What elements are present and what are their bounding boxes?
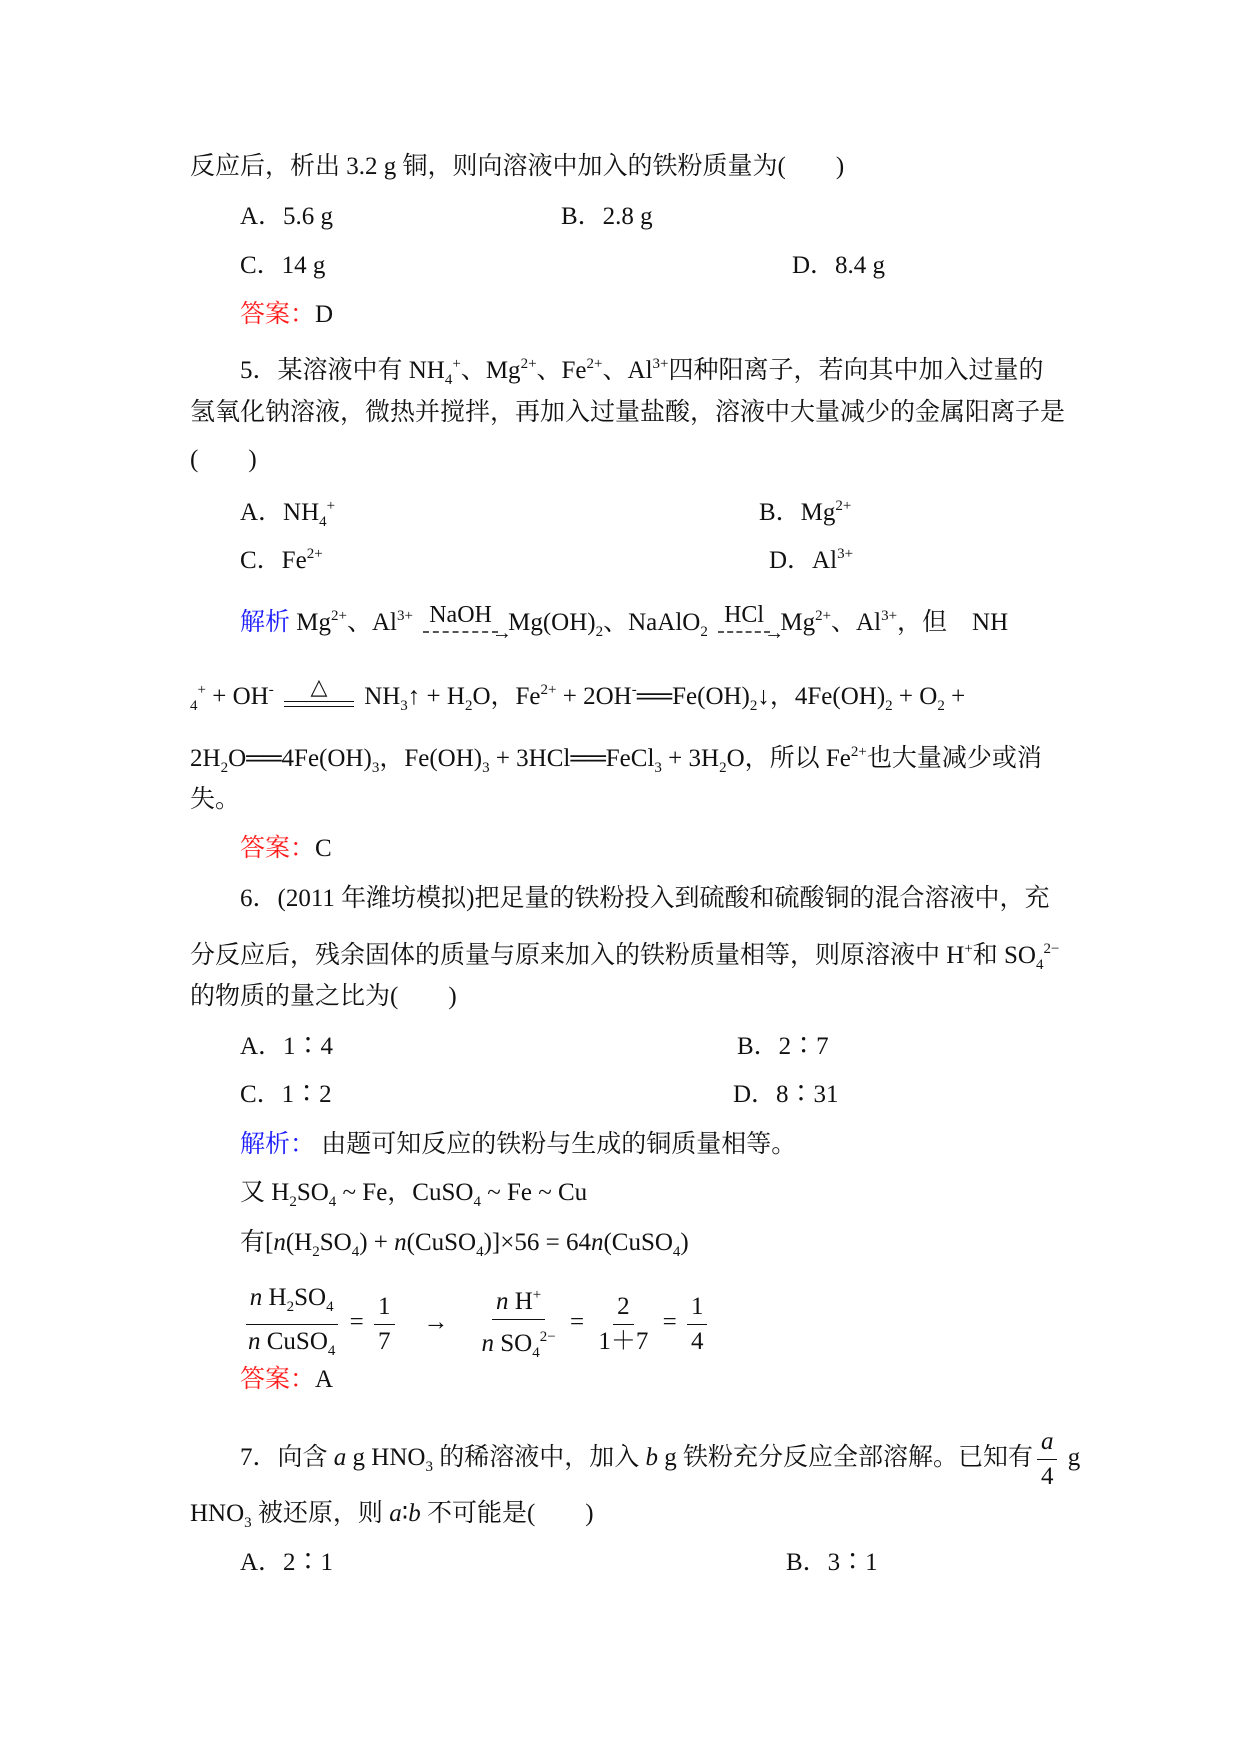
text-segment: = <box>343 1308 370 1336</box>
text-segment: ══Fe(OH) <box>636 683 750 710</box>
variable: n <box>481 1330 495 1357</box>
text-segment: B．2∶7 <box>737 1033 829 1060</box>
text-segment: A．2∶1 <box>240 1549 334 1576</box>
text-segment: 、Al <box>602 357 653 384</box>
q5-analysis-3 <box>190 737 1042 783</box>
subscript: 4 <box>444 372 453 388</box>
text-segment: A．5.6 g <box>240 203 334 230</box>
subscript: 2 <box>885 698 893 714</box>
superscript: 2+ <box>835 498 852 514</box>
q6-analysis-2 <box>240 1178 587 1217</box>
answer-label: 答案： <box>240 301 316 328</box>
text-segment: 有[ <box>240 1229 274 1256</box>
subscript: 3 <box>371 760 380 776</box>
q6-option-b <box>737 1032 829 1062</box>
subscript: 4 <box>473 1194 481 1210</box>
text-segment: = <box>656 1308 683 1336</box>
text-segment: g HNO <box>346 1444 426 1472</box>
variable: a <box>1040 1428 1054 1455</box>
text-segment: O，所以 Fe <box>726 745 851 772</box>
text-segment: Mg(OH) <box>501 609 596 636</box>
text-segment: Mg <box>774 609 816 636</box>
text-segment: C．Fe <box>240 547 307 574</box>
text-segment: ↑ + H <box>407 683 465 710</box>
text-segment: 、Mg <box>460 357 521 384</box>
q5-stem-2 <box>190 398 1065 428</box>
text-segment: 、NaAlO <box>603 609 701 636</box>
variable: n <box>495 1288 509 1315</box>
superscript: 3+ <box>837 546 854 562</box>
fraction <box>1037 1425 1058 1494</box>
subscript: 2 <box>289 1194 297 1210</box>
q7-option-a <box>240 1548 333 1578</box>
text-segment: A．1∶4 <box>240 1033 334 1060</box>
fraction <box>594 1290 652 1359</box>
subscript: 2 <box>749 698 758 714</box>
text-segment: 分反应后，残余固体的质量与原来加入的铁粉质量相等，则原溶液中 H <box>190 942 965 969</box>
text-segment: ~ Fe，CuSO <box>336 1179 474 1206</box>
text-segment: + 2OH <box>556 683 632 710</box>
q7-stem-2 <box>190 1499 594 1538</box>
text-segment: + OH <box>205 683 269 710</box>
text-segment: 失。 <box>190 786 241 813</box>
text-segment: )]×56 = 64 <box>483 1229 591 1256</box>
text-segment: (CuSO <box>406 1229 477 1256</box>
text-segment: ) + <box>359 1229 395 1256</box>
subscript: 2 <box>700 624 708 640</box>
superscript: + <box>452 356 461 372</box>
q6-stem-2 <box>190 934 1059 980</box>
text-segment: ) <box>680 1229 689 1256</box>
q5-option-a <box>240 491 335 537</box>
variable: a <box>333 1444 347 1472</box>
superscript: 3+ <box>396 608 413 624</box>
superscript: 2+ <box>815 608 832 624</box>
q4-option-c <box>240 251 325 281</box>
text-segment: H <box>262 1283 287 1311</box>
text-segment: ↓，4Fe(OH) <box>757 683 886 710</box>
text-segment: SO <box>294 1283 327 1311</box>
text-segment: B．3∶1 <box>786 1549 878 1576</box>
text-segment: C <box>315 835 332 862</box>
analysis-label: 解析： <box>240 1131 316 1158</box>
variable: n <box>394 1229 407 1256</box>
superscript: 3+ <box>652 356 669 372</box>
text-segment: CuSO <box>260 1327 328 1355</box>
q6-answer <box>240 1365 333 1395</box>
text-segment: O，Fe <box>472 683 541 710</box>
superscript: 2− <box>539 1329 556 1345</box>
text-segment: O══4Fe(OH) <box>228 745 372 772</box>
text-segment: 、Al <box>831 609 882 636</box>
text-segment: 6．(2011 年潍坊模拟)把足量的铁粉投入到硫酸和硫酸铜的混合溶液中，充 <box>240 885 1050 912</box>
subscript: 4 <box>327 1342 336 1359</box>
text-segment: D．8∶31 <box>733 1081 839 1108</box>
subscript: 4 <box>532 1345 540 1361</box>
text-segment: H <box>508 1288 533 1315</box>
subscript: 2 <box>312 1244 320 1260</box>
text-segment: ，但 NH <box>897 609 1009 636</box>
q4-answer <box>240 300 333 330</box>
text-segment: 7 <box>378 1327 391 1355</box>
denominator <box>1037 1460 1058 1494</box>
numerator <box>492 1278 545 1320</box>
text-segment: (H <box>285 1229 313 1256</box>
subscript: 2 <box>937 698 945 714</box>
text-segment <box>413 609 419 636</box>
fraction <box>374 1290 395 1359</box>
text-segment: 的物质的量之比为( ) <box>190 983 457 1010</box>
numerator <box>613 1290 634 1325</box>
text-segment: D．8.4 g <box>792 252 886 279</box>
text-segment: 4 <box>1040 1463 1054 1490</box>
superscript: 2+ <box>540 682 557 698</box>
reaction-arrow: → NaOH <box>423 603 498 627</box>
subscript: 4 <box>326 1298 334 1315</box>
text-segment: 1＋7 <box>598 1327 649 1355</box>
text-segment: 不可能是( ) <box>420 1500 594 1527</box>
text-segment: C．1∶2 <box>240 1081 332 1108</box>
subscript: 4 <box>672 1244 681 1260</box>
q6-option-d <box>733 1080 839 1110</box>
q5-analysis-2 <box>190 675 965 721</box>
subscript: 3 <box>400 698 408 714</box>
text-segment: + 3H <box>661 745 720 772</box>
text-segment: = <box>563 1308 591 1336</box>
text-segment: 又 H <box>240 1179 290 1206</box>
analysis-label: 解析 <box>240 609 291 636</box>
subscript: 2 <box>719 760 727 776</box>
text-segment: 反应后，析出 3.2 g 铜，则向溶液中加入的铁粉质量为( ) <box>190 153 845 180</box>
q5-option-d <box>769 539 853 576</box>
text-segment: 由题可知反应的铁粉与生成的铜质量相等。 <box>315 1131 797 1158</box>
fraction <box>244 1281 339 1368</box>
superscript: 2+ <box>306 546 323 562</box>
text-segment: + 3HCl══FeCl <box>489 745 655 772</box>
text-segment: ( ) <box>190 446 257 473</box>
text-segment: 1 <box>690 1292 704 1320</box>
q5-option-b <box>759 491 851 528</box>
text-segment: 、Fe <box>536 357 587 384</box>
superscript: 2+ <box>850 744 867 760</box>
text-segment: NH <box>357 683 401 710</box>
variable: n <box>248 1327 261 1355</box>
text-segment: A．NH <box>240 499 320 526</box>
denominator <box>478 1320 560 1370</box>
q5-option-c <box>240 539 323 576</box>
text-segment: Mg <box>290 609 331 636</box>
heating-equals-sign: △ <box>284 677 354 697</box>
text-segment: 被还原，则 <box>251 1500 390 1527</box>
q4-option-a <box>240 202 333 232</box>
text-segment: D．Al <box>769 547 838 574</box>
q4-option-d <box>792 251 885 281</box>
subscript: 3 <box>425 1459 433 1476</box>
superscript: 3+ <box>881 608 898 624</box>
q5-analysis-1 <box>240 601 1008 647</box>
q6-analysis-fraction <box>240 1278 711 1370</box>
text-segment: 5．某溶液中有 NH <box>240 357 445 384</box>
text-segment: HNO <box>190 1500 245 1527</box>
text-segment: 2H <box>190 745 221 772</box>
variable: n <box>273 1229 286 1256</box>
superscript: 2+ <box>331 608 347 624</box>
answer-label: 答案： <box>240 835 316 862</box>
subscript: 4 <box>476 1244 484 1260</box>
subscript: 2 <box>220 760 229 776</box>
text-segment: A <box>315 1366 334 1393</box>
subscript: 4 <box>1036 957 1044 973</box>
text-segment: g 铁粉充分反应全部溶解。已知有 <box>657 1444 1033 1472</box>
text-segment: C．14 g <box>240 252 326 279</box>
text-segment: 也大量减少或消 <box>866 745 1042 772</box>
text-segment <box>708 609 714 636</box>
variable: a <box>389 1500 402 1527</box>
fraction <box>687 1290 708 1359</box>
superscript: 2+ <box>586 356 603 372</box>
denominator <box>594 1325 652 1359</box>
superscript: + <box>532 1287 542 1303</box>
superscript: - <box>631 682 637 698</box>
text-segment: ∶ <box>401 1500 409 1527</box>
subscript: 3 <box>482 760 490 776</box>
numerator <box>374 1290 395 1325</box>
text-segment: 、Al <box>346 609 397 636</box>
superscript: + <box>326 498 336 514</box>
subscript: 2 <box>286 1298 295 1315</box>
superscript: 2− <box>1043 941 1060 957</box>
q5-answer <box>240 834 332 864</box>
numerator <box>1037 1425 1058 1460</box>
text-segment: 的稀溶液中，加入 <box>432 1444 646 1472</box>
superscript: + <box>964 941 973 957</box>
superscript: 2+ <box>520 356 537 372</box>
q6-option-c <box>240 1080 332 1110</box>
subscript: 4 <box>190 698 198 714</box>
subscript: 2 <box>464 698 473 714</box>
text-segment: ，Fe(OH) <box>379 745 483 772</box>
variable: n <box>590 1229 604 1256</box>
text-segment: 2 <box>617 1292 630 1320</box>
q6-analysis-3 <box>240 1228 689 1267</box>
text-segment: → <box>398 1308 474 1336</box>
text-segment: + O <box>892 683 938 710</box>
variable: n <box>249 1283 263 1311</box>
text-segment: + <box>944 683 966 710</box>
q6-option-a <box>240 1032 333 1062</box>
text-segment: (CuSO <box>603 1229 673 1256</box>
text-segment: g <box>1061 1444 1081 1472</box>
text-segment: B．Mg <box>759 499 836 526</box>
subscript: 4 <box>328 1194 337 1210</box>
variable: b <box>645 1444 658 1472</box>
q7-option-b <box>786 1548 878 1578</box>
q5-analysis-4 <box>190 785 240 815</box>
subscript: 3 <box>654 760 662 776</box>
q6-stem-1 <box>240 884 1049 914</box>
text-segment: 4 <box>690 1327 704 1355</box>
denominator <box>374 1325 395 1359</box>
text-segment: 氢氧化钠溶液，微热并搅拌，再加入过量盐酸，溶液中大量减少的金属阳离子是 <box>190 399 1066 426</box>
q4-option-b <box>561 202 653 232</box>
text-segment: 1 <box>378 1292 391 1320</box>
text-segment: SO <box>296 1179 329 1206</box>
text-segment: B．2.8 g <box>561 203 653 230</box>
text-segment: 7．向含 <box>240 1444 334 1472</box>
q5-stem-1 <box>240 349 1044 395</box>
fraction <box>478 1278 560 1370</box>
numerator <box>246 1281 338 1325</box>
answer-label: 答案： <box>240 1366 316 1393</box>
q4-stem-end <box>190 152 844 182</box>
text-segment: SO <box>319 1229 352 1256</box>
q6-stem-3 <box>190 982 457 1012</box>
subscript: 4 <box>319 514 327 530</box>
subscript: 3 <box>244 1515 252 1531</box>
subscript: 4 <box>351 1244 360 1260</box>
subscript: 2 <box>595 624 604 640</box>
superscript: + <box>197 682 206 698</box>
variable: b <box>408 1500 421 1527</box>
text-segment: 和 SO <box>972 942 1036 969</box>
q5-stem-3 <box>190 445 257 475</box>
superscript: - <box>268 682 274 698</box>
denominator <box>687 1325 708 1359</box>
numerator <box>687 1290 708 1325</box>
reaction-arrow: → HCl <box>718 603 770 627</box>
q7-stem-1 <box>240 1425 1080 1494</box>
q6-analysis-1 <box>240 1130 796 1160</box>
denominator <box>244 1325 339 1368</box>
text-segment: SO <box>494 1330 533 1357</box>
text-segment <box>274 683 280 710</box>
text-segment: D <box>315 301 334 328</box>
text-segment: 四种阳离子，若向其中加入过量的 <box>668 357 1044 384</box>
text-segment: ~ Fe ~ Cu <box>480 1179 588 1206</box>
